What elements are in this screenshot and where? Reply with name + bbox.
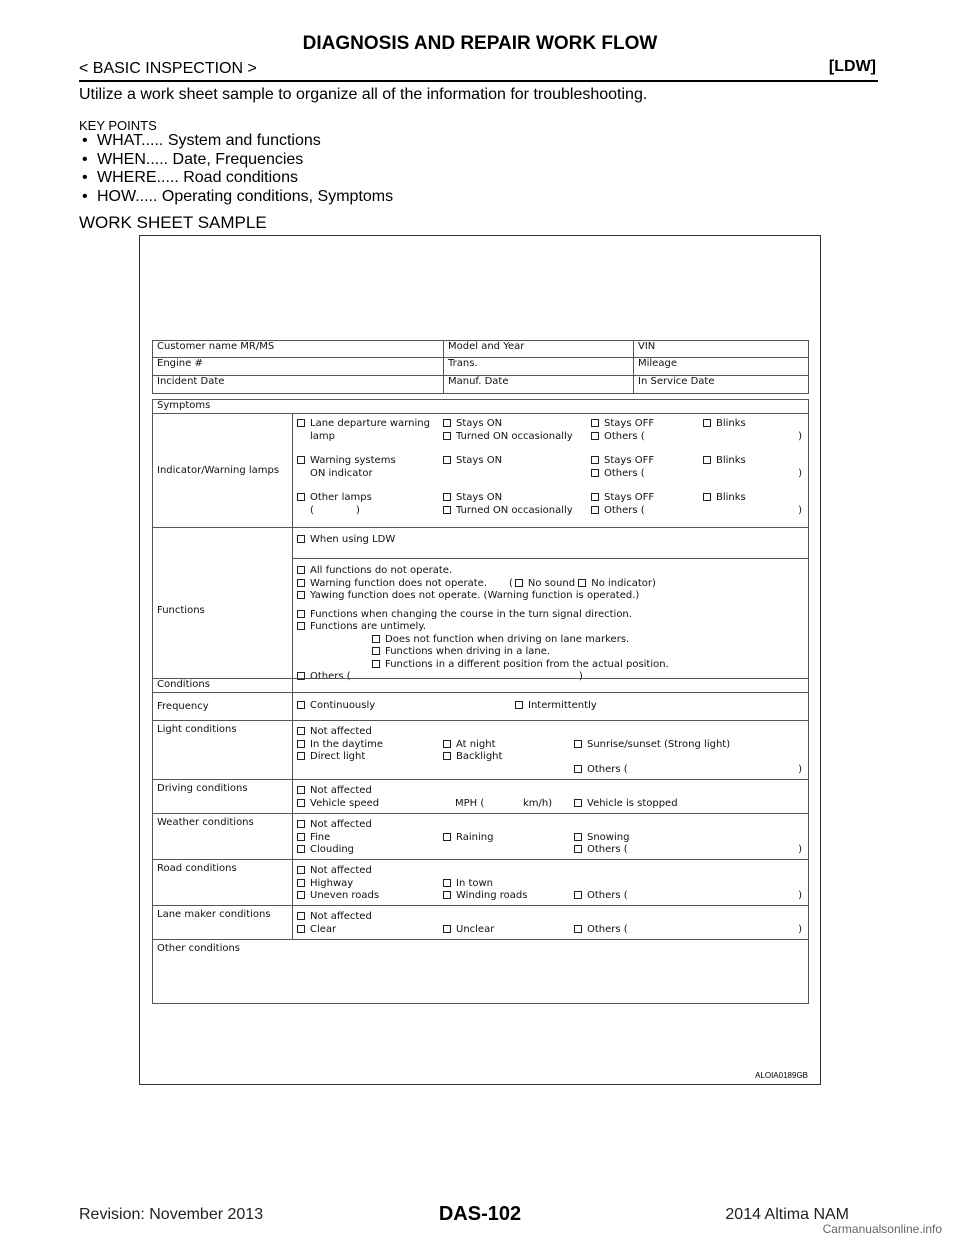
checkbox[interactable] (297, 419, 305, 427)
model-text: 2014 Altima NAM (725, 1206, 849, 1223)
checkbox[interactable] (443, 879, 451, 887)
when-using-row: When using LDW (293, 528, 809, 559)
checkbox[interactable] (372, 647, 380, 655)
checkbox[interactable] (297, 879, 305, 887)
checkbox[interactable] (297, 591, 305, 599)
checkbox[interactable] (297, 799, 305, 807)
checkbox[interactable] (297, 701, 305, 709)
weather-label: Weather conditions (153, 814, 293, 860)
list-item: • WHERE..... Road conditions (82, 169, 393, 188)
page-title: DIAGNOSIS AND REPAIR WORK FLOW (302, 33, 658, 54)
page-number: DAS-102 (438, 1203, 522, 1225)
vehicle-info-table (152, 340, 809, 394)
checkbox[interactable] (297, 752, 305, 760)
checkbox[interactable] (574, 891, 582, 899)
checkbox[interactable] (297, 740, 305, 748)
checkbox[interactable] (443, 506, 451, 514)
checkbox[interactable] (443, 740, 451, 748)
light-row: Not affected In the daytime At night Sunrise/sunset (Strong light) Direct light Backlight Others ( ) (293, 721, 809, 780)
checkbox[interactable] (443, 925, 451, 933)
key-points-list (82, 132, 393, 206)
lane-maker-row: Not affected Clear Unclear Others ( ) (293, 906, 809, 940)
conditions-header: Conditions (153, 679, 809, 693)
other-conditions-cell[interactable]: Other conditions (153, 940, 809, 1004)
checkbox[interactable] (574, 799, 582, 807)
list-item: • WHEN..... Date, Frequencies (82, 151, 393, 170)
checkbox[interactable] (574, 925, 582, 933)
checkbox[interactable] (515, 579, 523, 587)
incident-date-cell: Incident Date (153, 376, 444, 394)
driving-label: Driving conditions (153, 780, 293, 814)
checkbox[interactable] (297, 833, 305, 841)
lane-maker-label: Lane maker conditions (153, 906, 293, 940)
list-item: • WHAT..... System and functions (82, 132, 393, 151)
service-date-cell: In Service Date (634, 376, 809, 394)
functions-label: Functions (153, 528, 293, 693)
checkbox[interactable] (574, 845, 582, 853)
checkbox[interactable] (574, 833, 582, 841)
checkbox[interactable] (297, 925, 305, 933)
trans-cell: Trans. (444, 358, 634, 376)
checkbox[interactable] (443, 833, 451, 841)
symptoms-table (152, 399, 809, 693)
other-lamps-row: Other lamps Stays ON Stays OFF Blinks ( ) Turned ON occasionally Others ( ) (293, 488, 809, 528)
light-label: Light conditions (153, 721, 293, 780)
checkbox[interactable] (297, 845, 305, 853)
checkbox[interactable] (297, 891, 305, 899)
worksheet-title: WORK SHEET SAMPLE (79, 213, 267, 232)
vin-cell: VIN (634, 341, 809, 358)
watermark: Carmanualsonline.info (822, 1222, 942, 1236)
model-year-cell: Model and Year (444, 341, 634, 358)
road-row: Not affected Highway In town Uneven roads Winding roads Others ( ) (293, 860, 809, 906)
checkbox[interactable] (443, 432, 451, 440)
checkbox[interactable] (591, 493, 599, 501)
checkbox[interactable] (591, 469, 599, 477)
road-label: Road conditions (153, 860, 293, 906)
manuf-date-cell: Manuf. Date (444, 376, 634, 394)
checkbox[interactable] (297, 456, 305, 464)
checkbox[interactable] (297, 493, 305, 501)
warning-systems-row: Warning systems Stays ON Stays OFF Blinks ON indicator Others ( ) (293, 451, 809, 488)
checkbox[interactable] (297, 579, 305, 587)
customer-name-cell: Customer name MR/MS (153, 341, 444, 358)
intro-text: Utilize a work sheet sample to organize all of the information for troubleshooting. (79, 86, 648, 103)
checkbox[interactable] (703, 493, 711, 501)
checkbox[interactable] (591, 456, 599, 464)
checkbox[interactable] (591, 506, 599, 514)
checkbox[interactable] (443, 752, 451, 760)
checkbox[interactable] (515, 701, 523, 709)
checkbox[interactable] (703, 419, 711, 427)
checkbox[interactable] (297, 786, 305, 794)
checkbox[interactable] (443, 456, 451, 464)
engine-cell: Engine # (153, 358, 444, 376)
checkbox[interactable] (297, 622, 305, 630)
checkbox[interactable] (297, 566, 305, 574)
checkbox[interactable] (297, 912, 305, 920)
checkbox[interactable] (574, 765, 582, 773)
checkbox[interactable] (372, 635, 380, 643)
checkbox[interactable] (443, 891, 451, 899)
conditions-table (152, 678, 809, 1004)
lane-departure-row: Lane departure warning Stays ON Stays OFF Blinks lamp Turned ON occasionally Others ( ) (293, 414, 809, 452)
checkbox[interactable] (591, 432, 599, 440)
key-points-title: KEY POINTS (79, 118, 157, 133)
functions-detail-cell: All functions do not operate. Warning function does not operate. ( No sound No indicator) Yawing function does not operate. (Warning function is operated.) Functions when changing the course in the turn signal direction. Functions are untimely. Does not function when driving on lane markers. Functions when driving in a lane. Functions in a different position from the actual position. Others ( ) (293, 559, 809, 693)
revision-text: Revision: November 2013 (79, 1206, 264, 1223)
header-rule (79, 80, 878, 82)
checkbox[interactable] (443, 419, 451, 427)
weather-row: Not affected Fine Raining Snowing Clouding Others ( ) (293, 814, 809, 860)
section-code: [LDW] (828, 58, 876, 75)
driving-row: Not affected Vehicle speed MPH ( km/h) Vehicle is stopped (293, 780, 809, 814)
checkbox[interactable] (703, 456, 711, 464)
mileage-cell: Mileage (634, 358, 809, 376)
checkbox[interactable] (297, 727, 305, 735)
list-item: • HOW..... Operating conditions, Symptoms (82, 188, 393, 207)
checkbox[interactable] (372, 660, 380, 668)
figure-id: ALOIA0189GB (755, 1071, 808, 1080)
checkbox[interactable] (574, 740, 582, 748)
frequency-row: Continuously Intermittently (293, 693, 809, 721)
symptoms-header: Symptoms (153, 400, 809, 414)
checkbox[interactable] (578, 579, 586, 587)
checkbox[interactable] (297, 866, 305, 874)
checkbox[interactable] (297, 820, 305, 828)
checkbox[interactable] (297, 535, 305, 543)
indicator-label: Indicator/Warning lamps (153, 414, 293, 528)
section-label: < BASIC INSPECTION > (79, 60, 257, 77)
checkbox[interactable] (443, 493, 451, 501)
checkbox[interactable] (591, 419, 599, 427)
frequency-label: Frequency (153, 693, 293, 721)
checkbox[interactable] (297, 610, 305, 618)
